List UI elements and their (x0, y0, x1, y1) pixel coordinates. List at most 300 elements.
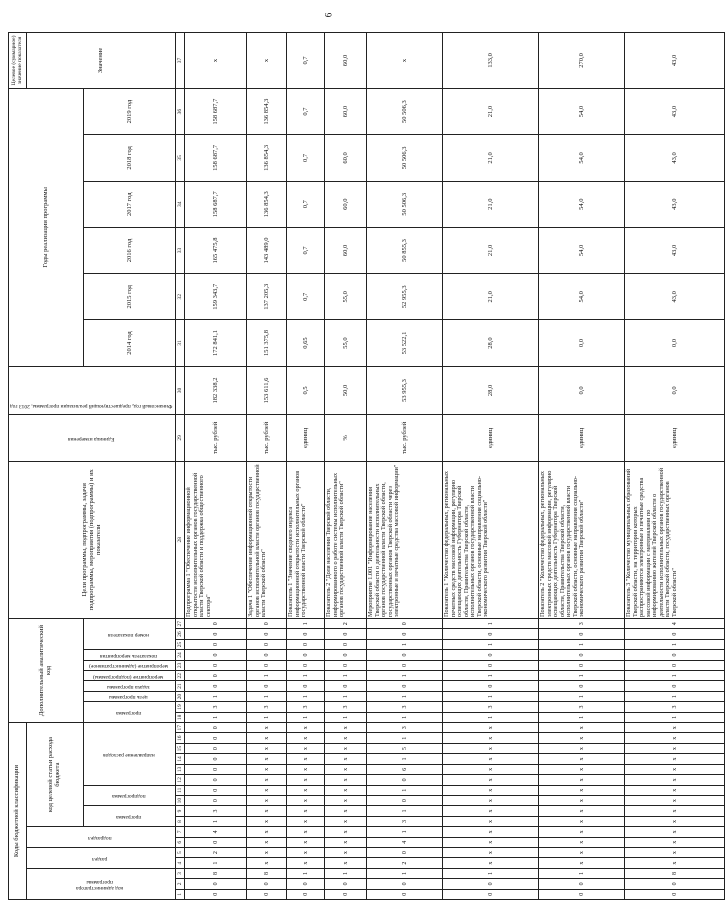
code-digit: x (443, 827, 539, 837)
column-index: 27 (176, 618, 185, 628)
code-digit: 2 (367, 858, 443, 868)
row-year-value: 60,0 (325, 181, 367, 227)
row-unit: тыс. рублей (185, 415, 247, 461)
code-digit: 0 (247, 879, 287, 889)
row-fin-year-value: 0,5 (287, 366, 325, 415)
rotated-table-wrapper (8, 32, 678, 900)
hdr-target-article: код целевой статьи расхода бюджета (27, 723, 84, 827)
column-index: 6 (176, 837, 185, 847)
hdr-program: программа (84, 806, 176, 827)
code-digit: 1 (325, 868, 367, 878)
code-digit: x (625, 795, 725, 805)
code-digit: 1 (185, 858, 247, 868)
row-unit: единиц (539, 415, 625, 461)
row-name: Показатель 1 "Количество федеральных, региональных печатных средств массовой информации, регулярно освещающих деятельность Губернатора Тверской области, Правительства Тверской области, исполнительных органов государственной власти Тверской области, основные направления социально-экономического развития Тверской области" (443, 461, 539, 618)
code-digit: 1 (185, 816, 247, 826)
row-target-value: 0,7 (287, 33, 325, 89)
row-unit: тыс. рублей (367, 415, 443, 461)
code-digit: x (287, 806, 325, 816)
code-digit: x (539, 764, 625, 774)
code-digit: x (443, 806, 539, 816)
column-index: 2 (176, 879, 185, 889)
row-year-value: 0,0 (625, 320, 725, 366)
hdr-y2018: 2018 год (84, 135, 176, 181)
code-digit: 1 (443, 868, 539, 878)
row-year-value: 137 205,3 (247, 274, 287, 320)
row-fin-year-value: 28,0 (443, 366, 539, 415)
code-digit: 4 (185, 827, 247, 837)
row-year-value: 0,0 (539, 320, 625, 366)
code-digit: 0 (185, 879, 247, 889)
code-digit: x (325, 795, 367, 805)
code-digit: 3 (539, 702, 625, 712)
code-digit: 0 (185, 650, 247, 660)
code-digit: 0 (247, 650, 287, 660)
code-digit: x (247, 816, 287, 826)
row-year-value: 53 522,1 (367, 320, 443, 366)
code-digit: x (325, 816, 367, 826)
code-digit: 0 (185, 775, 247, 785)
row-target-value: x (185, 33, 247, 89)
row-target-value: x (367, 33, 443, 89)
code-digit: 2 (185, 847, 247, 857)
code-digit: x (287, 775, 325, 785)
hdr-target-value: Целевое (суммарное) значение показателя (9, 33, 27, 89)
code-digit: x (247, 723, 287, 733)
row-year-value: 50 506,3 (367, 181, 443, 227)
code-digit: 3 (367, 816, 443, 826)
hdr-y2016: 2016 год (84, 227, 176, 273)
column-index-row (176, 33, 185, 900)
code-digit: 0 (185, 723, 247, 733)
row-target-value: 60,0 (325, 33, 367, 89)
column-index: 10 (176, 795, 185, 805)
column-index: 17 (176, 723, 185, 733)
code-digit: 1 (325, 671, 367, 681)
row-year-value: 0,7 (287, 274, 325, 320)
code-digit: 0 (287, 639, 325, 649)
code-digit: 0 (247, 889, 287, 899)
row-fin-year-value: 0,0 (539, 366, 625, 415)
hdr-a-activity: мероприятие (подпрограммы) (84, 671, 176, 681)
code-digit: 0 (539, 660, 625, 670)
row-year-value: 54,0 (539, 274, 625, 320)
table-row (539, 33, 625, 900)
column-index: 28 (176, 461, 185, 618)
code-digit: x (287, 723, 325, 733)
code-digit: 3 (247, 702, 287, 712)
code-digit: x (625, 743, 725, 753)
code-digit: 8 (185, 868, 247, 878)
column-index: 9 (176, 806, 185, 816)
code-digit: x (287, 847, 325, 857)
code-digit: 0 (443, 629, 539, 639)
row-year-value: 158 687,7 (185, 135, 247, 181)
code-digit: x (287, 827, 325, 837)
row-year-value: 21,0 (443, 88, 539, 134)
code-digit: x (443, 858, 539, 868)
code-digit: x (443, 723, 539, 733)
code-digit: 1 (367, 785, 443, 795)
code-digit: 1 (539, 691, 625, 701)
code-digit: 1 (247, 671, 287, 681)
row-year-value: 158 687,7 (185, 88, 247, 134)
row-year-value: 54,0 (539, 135, 625, 181)
column-index: 14 (176, 754, 185, 764)
row-year-value: 28,0 (443, 320, 539, 366)
row-year-value: 50 506,3 (367, 135, 443, 181)
column-index: 31 (176, 320, 185, 366)
code-digit: x (443, 733, 539, 743)
code-digit: 0 (443, 681, 539, 691)
row-unit: единиц (287, 415, 325, 461)
code-digit: 3 (325, 702, 367, 712)
column-index: 11 (176, 785, 185, 795)
code-digit: x (287, 733, 325, 743)
table-row (247, 33, 287, 900)
code-digit: 0 (247, 618, 287, 628)
code-digit: 6 (367, 764, 443, 774)
hdr-fin-year: Финансовый год, предшествующий реализации программы, 2013 год (9, 366, 176, 415)
row-year-value: 0,7 (287, 181, 325, 227)
code-digit: 0 (539, 650, 625, 660)
table-row (367, 33, 443, 900)
code-digit: 1 (539, 671, 625, 681)
code-digit: x (325, 837, 367, 847)
code-digit: 0 (625, 650, 725, 660)
row-year-value: 50 506,3 (367, 88, 443, 134)
row-year-value: 151 375,8 (247, 320, 287, 366)
table-row (185, 33, 247, 900)
code-digit: 1 (443, 639, 539, 649)
code-digit: x (325, 775, 367, 785)
code-digit: 0 (185, 681, 247, 691)
code-digit: x (325, 743, 367, 753)
row-year-value: 0,7 (287, 88, 325, 134)
code-digit: x (325, 806, 367, 816)
code-digit: 0 (185, 618, 247, 628)
code-digit: 1 (185, 691, 247, 701)
code-digit: 0 (625, 681, 725, 691)
code-digit: x (539, 847, 625, 857)
code-digit: 0 (325, 660, 367, 670)
code-digit: x (247, 795, 287, 805)
row-year-value: 158 687,7 (185, 181, 247, 227)
row-name: Мероприятие 1.001 "Информирование населения Тверской области о деятельности исполнительных органов государственной власти Тверской области, государственных органов Тверской области через электронные и печатные средства массовой информации" (367, 461, 443, 618)
code-digit: 1 (443, 671, 539, 681)
row-year-value: 52 955,3 (367, 274, 443, 320)
code-digit: 0 (185, 660, 247, 670)
code-digit: x (625, 827, 725, 837)
code-digit: x (443, 764, 539, 774)
code-digit: x (539, 806, 625, 816)
code-digit: x (287, 785, 325, 795)
code-digit: x (247, 743, 287, 753)
hdr-goal-name: Цели программы, подпрограммы, задачи подпрограммы, мероприятия (подпрограммы) и их показатели (9, 461, 176, 618)
code-digit: x (625, 858, 725, 868)
row-fin-year-value: 0,0 (625, 366, 725, 415)
row-year-value: 54,0 (539, 88, 625, 134)
table-row (287, 33, 325, 900)
row-year-value: 60,0 (325, 227, 367, 273)
hdr-section: раздел (27, 847, 176, 868)
code-digit: 1 (367, 754, 443, 764)
code-digit: 5 (367, 743, 443, 753)
row-year-value: 165 475,8 (185, 227, 247, 273)
code-digit: 1 (367, 806, 443, 816)
code-digit: 0 (185, 837, 247, 847)
row-fin-year-value: 153 611,6 (247, 366, 287, 415)
hdr-a-indicator-num: номер показателя (84, 618, 176, 649)
code-digit: x (625, 847, 725, 857)
code-digit: 0 (185, 764, 247, 774)
code-digit: x (539, 795, 625, 805)
code-digit: 1 (625, 691, 725, 701)
code-digit: x (247, 837, 287, 847)
hdr-a-program-goal: цель программы (84, 691, 176, 701)
code-digit: 1 (443, 618, 539, 628)
code-digit: 0 (367, 618, 443, 628)
row-name: Показатель 1 "Значение сводного индекса информационной открытости исполнительных органов государственной власти Тверской области" (287, 461, 325, 618)
row-year-value: 43,0 (625, 135, 725, 181)
code-digit: 1 (287, 868, 325, 878)
code-digit: 0 (367, 847, 443, 857)
code-digit: 0 (443, 889, 539, 899)
row-year-value: 21,0 (443, 227, 539, 273)
code-digit: 1 (625, 712, 725, 722)
code-digit: 1 (367, 868, 443, 878)
code-digit: 0 (247, 681, 287, 691)
code-digit: x (247, 847, 287, 857)
code-digit: 0 (185, 629, 247, 639)
column-index: 23 (176, 660, 185, 670)
hdr-y2014: 2014 год (84, 320, 176, 366)
row-year-value: 21,0 (443, 135, 539, 181)
code-digit: 0 (185, 889, 247, 899)
code-digit: 1 (367, 712, 443, 722)
code-digit: 1 (367, 827, 443, 837)
row-target-value: 43,0 (625, 33, 725, 89)
code-digit: 0 (367, 889, 443, 899)
code-digit: 0 (367, 650, 443, 660)
code-digit: x (287, 858, 325, 868)
column-index: 19 (176, 702, 185, 712)
row-year-value: 21,0 (443, 274, 539, 320)
row-fin-year-value: 50,0 (325, 366, 367, 415)
row-year-value: 136 854,3 (247, 181, 287, 227)
code-digit: 0 (625, 889, 725, 899)
column-index: 15 (176, 743, 185, 753)
code-digit: 1 (625, 639, 725, 649)
code-digit: 0 (287, 650, 325, 660)
code-digit: 3 (443, 702, 539, 712)
row-target-value: x (247, 33, 287, 89)
code-digit: 0 (247, 660, 287, 670)
row-year-value: 143 489,0 (247, 227, 287, 273)
code-digit: x (625, 816, 725, 826)
code-digit: x (443, 743, 539, 753)
code-digit: 0 (325, 889, 367, 899)
code-digit: x (539, 816, 625, 826)
hdr-subsection: подраздел (27, 827, 176, 848)
code-digit: 3 (367, 702, 443, 712)
code-digit: x (325, 754, 367, 764)
code-digit: x (443, 795, 539, 805)
code-digit: x (443, 837, 539, 847)
row-year-value: 136 854,3 (247, 135, 287, 181)
code-digit: x (539, 775, 625, 785)
row-unit: единиц (443, 415, 539, 461)
code-digit: 1 (625, 671, 725, 681)
code-digit: x (539, 858, 625, 868)
column-index: 24 (176, 650, 185, 660)
code-digit: x (325, 858, 367, 868)
hdr-years: Годы реализации программы (9, 88, 84, 366)
column-index: 34 (176, 181, 185, 227)
code-digit: x (287, 754, 325, 764)
program-table (8, 32, 725, 900)
code-digit: 3 (539, 618, 625, 628)
hdr-admin-code: код администратора программы (27, 868, 176, 899)
hdr-a-event-indicator: показатель мероприятия (84, 650, 176, 660)
hdr-subprogram: подпрограмма (84, 785, 176, 806)
code-digit: 1 (539, 868, 625, 878)
table-row (625, 33, 725, 900)
code-digit: 0 (625, 629, 725, 639)
column-index: 29 (176, 415, 185, 461)
row-year-value: 50 855,3 (367, 227, 443, 273)
code-digit: x (325, 764, 367, 774)
code-digit: x (247, 754, 287, 764)
row-name: Задача 1 "Обеспечение информационной открытости органов исполнительной власти органов государственной власти Тверской области" (247, 461, 287, 618)
code-digit: x (325, 785, 367, 795)
row-year-value: 159 343,7 (185, 274, 247, 320)
hdr-budget-classification: Коды бюджетной классификации (9, 723, 27, 900)
code-digit: 0 (287, 660, 325, 670)
code-digit: 4 (625, 618, 725, 628)
code-digit: x (247, 733, 287, 743)
code-digit: 0 (625, 879, 725, 889)
column-index: 22 (176, 671, 185, 681)
hdr-value: Значение (27, 33, 176, 89)
code-digit: x (325, 733, 367, 743)
row-year-value: 21,0 (443, 181, 539, 227)
page-number: 6 (323, 12, 334, 18)
code-digit: 1 (367, 733, 443, 743)
code-digit: x (247, 785, 287, 795)
code-digit: x (247, 764, 287, 774)
row-unit: % (325, 415, 367, 461)
row-year-value: 43,0 (625, 181, 725, 227)
code-digit: 0 (367, 795, 443, 805)
code-digit: 0 (367, 660, 443, 670)
row-year-value: 55,0 (325, 320, 367, 366)
column-index: 25 (176, 639, 185, 649)
row-year-value: 0,7 (287, 135, 325, 181)
code-digit: x (625, 775, 725, 785)
column-index: 30 (176, 366, 185, 415)
code-digit: 8 (625, 868, 725, 878)
code-digit: 0 (625, 660, 725, 670)
column-index: 37 (176, 33, 185, 89)
column-index: 4 (176, 858, 185, 868)
code-digit: 0 (185, 743, 247, 753)
code-digit: 0 (367, 879, 443, 889)
code-digit: 0 (247, 629, 287, 639)
hdr-a-program-task: задача программы (84, 681, 176, 691)
code-digit: 0 (287, 629, 325, 639)
code-digit: x (625, 723, 725, 733)
row-name: Показатель 2 "Количество федеральных, региональных электронных средств массовой информации, регулярно освещающих деятельность Губернатора Тверской области, Правительства Тверской области, исполнительных органов государственной власти Тверской области, основные направления социально-экономического развития Тверской области" (539, 461, 625, 618)
row-unit: тыс. рублей (247, 415, 287, 461)
row-name: Показатель 2 "Доля населения Тверской области, информированного о работе системы исполнительных органов государственной власти Тверской области" (325, 461, 367, 618)
code-digit: 3 (625, 702, 725, 712)
column-index: 32 (176, 274, 185, 320)
code-digit: 0 (325, 650, 367, 660)
code-digit: 1 (325, 691, 367, 701)
column-index: 13 (176, 764, 185, 774)
code-digit: x (443, 785, 539, 795)
hdr-analytic-code: Дополнительный аналитический код (9, 618, 84, 722)
code-digit: 4 (367, 837, 443, 847)
code-digit: x (287, 795, 325, 805)
code-digit: 0 (325, 629, 367, 639)
code-digit: x (539, 837, 625, 847)
code-digit: 1 (247, 712, 287, 722)
code-digit: 0 (247, 639, 287, 649)
table-row (443, 33, 539, 900)
code-digit: 8 (247, 868, 287, 878)
code-digit: 3 (185, 702, 247, 712)
code-digit: 1 (247, 691, 287, 701)
row-fin-year-value: 182 338,2 (185, 366, 247, 415)
column-index: 35 (176, 135, 185, 181)
hdr-y2019: 2019 год (84, 88, 176, 134)
hdr-activity-direction: направление расходов (84, 723, 176, 785)
row-fin-year-value: 53 955,3 (367, 366, 443, 415)
code-digit: 1 (287, 618, 325, 628)
code-digit: 0 (367, 775, 443, 785)
code-digit: x (287, 764, 325, 774)
code-digit: 0 (325, 681, 367, 691)
code-digit: 0 (325, 639, 367, 649)
column-index: 1 (176, 889, 185, 899)
hdr-y2017: 2017 год (84, 181, 176, 227)
row-year-value: 54,0 (539, 227, 625, 273)
hdr-unit: Единица измерения (9, 415, 176, 461)
code-digit: 0 (539, 629, 625, 639)
code-digit: x (625, 785, 725, 795)
column-index: 12 (176, 775, 185, 785)
row-year-value: 55,0 (325, 274, 367, 320)
code-digit: 3 (287, 702, 325, 712)
code-digit: x (287, 837, 325, 847)
code-digit: 1 (367, 671, 443, 681)
code-digit: 0 (185, 754, 247, 764)
code-digit: 0 (185, 795, 247, 805)
code-digit: x (625, 764, 725, 774)
code-digit: 0 (185, 785, 247, 795)
row-year-value: 136 854,3 (247, 88, 287, 134)
column-index: 36 (176, 88, 185, 134)
code-digit: x (443, 847, 539, 857)
code-digit: x (625, 837, 725, 847)
code-digit: 3 (185, 806, 247, 816)
row-name: Подпрограмма 1 "Обеспечение информационной открытости исполнительных органов государственной власти Тверской области и поддержка общественного сектора" (185, 461, 247, 618)
code-digit: 1 (287, 691, 325, 701)
code-digit: 3 (367, 723, 443, 733)
code-digit: 0 (185, 639, 247, 649)
